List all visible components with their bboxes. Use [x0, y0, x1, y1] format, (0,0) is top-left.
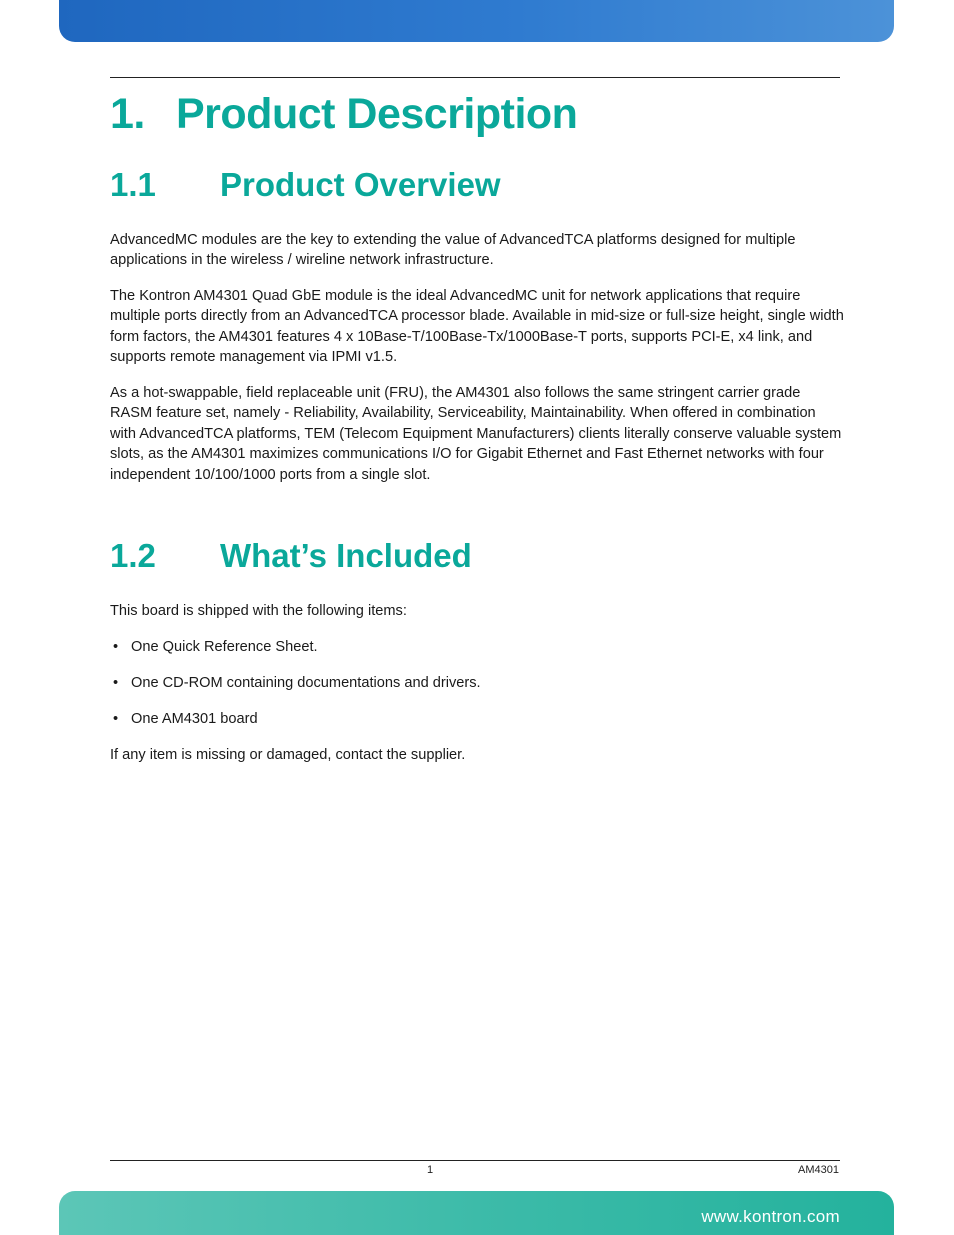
document-id: AM4301: [798, 1164, 839, 1176]
list-item: [110, 637, 845, 673]
section-title-text: What’s Included: [220, 537, 472, 574]
overview-paragraph-2: The Kontron AM4301 Quad GbE module is the ideal AdvancedMC unit for network applications that require multiple ports directly from an AdvancedTCA processor blade. Available in mid-size or full-size height, single width form factors, the AM4301 features 4 x 10Base-T/100Base-Tx/1000Base-T ports, supports PCI-E, x4 link, and supports remote management via IPMI v1.5.: [110, 288, 844, 366]
overview-paragraph-1: AdvancedMC modules are the key to extending the value of AdvancedTCA platforms designed for multiple applications in the wireless / wireline network infrastructure.: [110, 232, 796, 269]
website-link[interactable]: www.kontron.com: [701, 1207, 840, 1226]
list-item-text: One AM4301 board: [131, 711, 258, 727]
chapter-title-text: Product Description: [176, 90, 578, 138]
bullet-icon: •: [113, 711, 119, 727]
section-heading-whats-included: [110, 536, 472, 576]
header-banner: [59, 0, 894, 42]
bullet-icon: •: [113, 675, 119, 691]
chapter-title: [110, 88, 577, 140]
included-intro: This board is shipped with the following items:: [110, 603, 407, 619]
included-outro: If any item is missing or damaged, contact the supplier.: [110, 747, 466, 763]
list-item: [110, 673, 845, 709]
section-number: 1.1: [110, 166, 156, 203]
overview-paragraph-3: As a hot-swappable, field replaceable unit (FRU), the AM4301 also follows the same stringent carrier grade RASM feature set, namely - Reliability, Availability, Serviceability, Maintainability. When offered in combination with AdvancedTCA platforms, TEM (Telecom Equipment Manufacturers) clients literally conserve valuable system slots, as the AM4301 maximizes communications I/O for Gigabit Ethernet and Fast Ethernet networks with four independent 10/100/1000 ports from a single slot.: [110, 385, 842, 483]
chapter-number: 1.: [110, 90, 145, 138]
page-number: 1: [426, 1164, 434, 1176]
footer-divider: [110, 1160, 840, 1161]
list-item-text: One CD-ROM containing documentations and drivers.: [131, 675, 481, 691]
bullet-icon: •: [113, 639, 119, 655]
section-number: 1.2: [110, 537, 156, 574]
footer-banner: [59, 1191, 894, 1235]
list-item: [110, 709, 845, 745]
list-item-text: One Quick Reference Sheet.: [131, 639, 318, 655]
section-title-text: Product Overview: [220, 166, 501, 203]
included-items-list: [110, 637, 845, 745]
section-heading-product-overview: [110, 165, 501, 205]
header-divider: [110, 77, 840, 78]
